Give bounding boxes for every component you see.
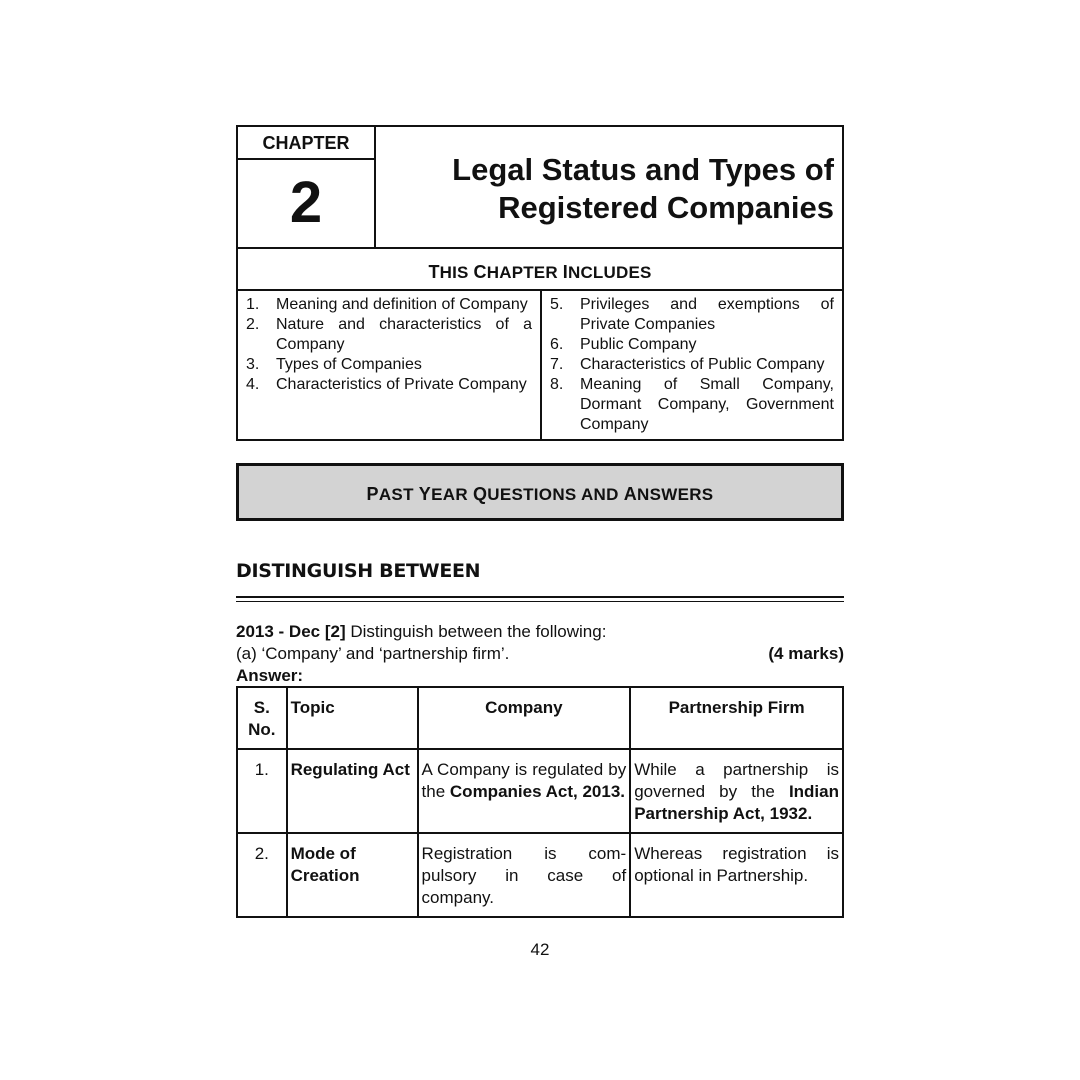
banner-rest-ast: AST xyxy=(378,485,419,504)
list-item xyxy=(246,375,532,395)
includes-heading-rest-hapter: HAPTER xyxy=(486,263,563,282)
list-item xyxy=(550,375,834,435)
question-reference: 2013 - Dec [2] xyxy=(236,622,346,641)
chapter-includes-box xyxy=(236,247,844,441)
list-item-text: Characteristics of Public Company xyxy=(580,356,825,373)
table-row xyxy=(237,749,843,833)
list-item xyxy=(246,355,532,375)
banner-rest-ear: EAR xyxy=(431,485,473,504)
chapter-number-box xyxy=(238,127,376,248)
list-item-number: 2. xyxy=(246,316,260,333)
list-item xyxy=(550,355,834,375)
includes-left-column xyxy=(238,291,542,439)
banner-rest-nswers: NSWERS xyxy=(637,485,714,504)
includes-columns xyxy=(238,291,842,439)
comparison-table xyxy=(236,686,844,918)
list-item-text: Nature and characteristics of a Company xyxy=(276,316,532,353)
cell-company-text: A Company is regulated by the xyxy=(421,760,627,801)
includes-right-column xyxy=(542,291,842,439)
question-marks: (4 marks) xyxy=(768,644,844,663)
list-item-number: 3. xyxy=(246,356,260,373)
header-sno xyxy=(237,687,287,749)
cell-topic: Mode of Creation xyxy=(287,833,418,917)
banner-cap-q: Q xyxy=(472,484,488,504)
chapter-title xyxy=(394,151,834,227)
question-line xyxy=(236,621,844,643)
section-divider xyxy=(236,596,844,598)
chapter-header xyxy=(236,125,844,248)
question-block xyxy=(236,621,844,687)
list-item xyxy=(246,315,532,355)
cell-sno: 2. xyxy=(237,833,287,917)
cell-partnership xyxy=(630,833,843,917)
cell-sno: 1. xyxy=(237,749,287,833)
list-item-text: Meaning and definition of Company xyxy=(276,296,528,313)
table-header-row xyxy=(237,687,843,749)
chapter-label: CHAPTER xyxy=(238,127,374,160)
cell-company-bold: Companies Act, 2013. xyxy=(449,782,626,801)
list-item-text: Types of Companies xyxy=(276,356,422,373)
list-item-number: 1. xyxy=(246,296,260,313)
list-item-text: Public Company xyxy=(580,336,697,353)
list-item-number: 5. xyxy=(550,296,564,313)
list-item-number: 8. xyxy=(550,376,564,393)
page-number: 42 xyxy=(530,940,550,959)
list-item xyxy=(550,295,834,335)
includes-heading-cap-i: I xyxy=(562,262,568,282)
cell-company-text: Registration is com-pulsory in case of company. xyxy=(421,844,627,907)
banner-cap-a: A xyxy=(623,484,638,504)
header-partnership: Partnership Firm xyxy=(630,687,843,749)
question-prompt: Distinguish between the following: xyxy=(345,622,607,641)
chapter-title-line2: Registered Companies xyxy=(498,190,834,225)
list-item-number: 6. xyxy=(550,336,564,353)
chapter-title-line1: Legal Status and Types of xyxy=(452,152,834,187)
list-item-text: Characteristics of Private Company xyxy=(276,376,527,393)
list-item-number: 4. xyxy=(246,376,260,393)
cell-company xyxy=(418,749,631,833)
cell-topic: Regulating Act xyxy=(287,749,418,833)
header-company: Company xyxy=(418,687,631,749)
section-heading: DISTINGUISH BETWEEN xyxy=(236,560,481,582)
list-item xyxy=(550,335,834,355)
cell-partnership-text: Whereas registration is optional in Partnership. xyxy=(634,844,839,885)
includes-heading-rest-ncludes: NCLUDES xyxy=(567,263,652,282)
includes-heading-rest-his: HIS xyxy=(439,263,474,282)
header-topic: Topic xyxy=(287,687,418,749)
chapter-number: 2 xyxy=(289,170,323,235)
question-part: (a) ‘Company’ and ‘partnership firm’. xyxy=(236,644,510,663)
list-item-number: 7. xyxy=(550,356,564,373)
cell-partnership-bold: Indian Partnership Act, 1932. xyxy=(634,782,839,823)
includes-heading-cap-c: C xyxy=(473,262,487,282)
question-part-line xyxy=(236,643,844,665)
cell-partnership xyxy=(630,749,843,833)
cell-partnership-text: While a partnership is governed by the xyxy=(634,760,839,801)
past-year-banner xyxy=(236,463,844,521)
header-sno-line2: No. xyxy=(248,720,276,739)
banner-cap-y: Y xyxy=(418,484,432,504)
list-item-text: Meaning of Small Company, Dormant Company, Government Company xyxy=(580,376,834,433)
list-item-text: Privileges and exemptions of Private Companies xyxy=(580,296,834,333)
includes-heading-cap-t: T xyxy=(428,262,440,282)
table-row xyxy=(237,833,843,917)
section-divider-thin xyxy=(236,601,844,602)
cell-company xyxy=(418,833,631,917)
banner-cap-p: P xyxy=(366,484,379,504)
includes-heading xyxy=(238,249,842,291)
answer-label: Answer: xyxy=(236,666,304,685)
list-item xyxy=(246,295,532,315)
banner-rest-uestions: UESTIONS AND xyxy=(487,485,624,504)
header-sno-line1: S. xyxy=(253,698,270,717)
